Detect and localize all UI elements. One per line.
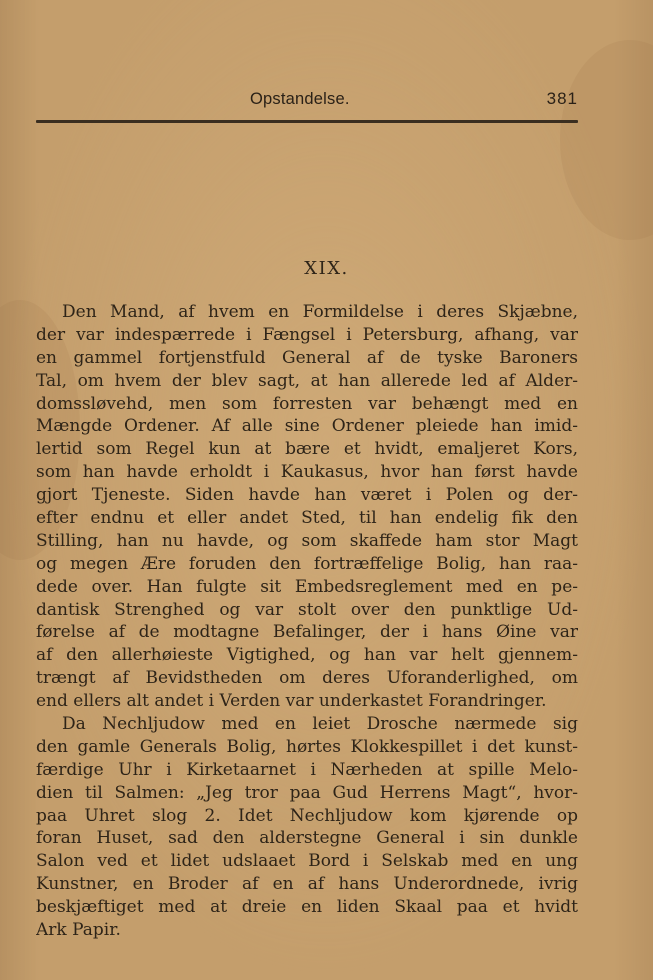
text-line: Kunstner, en Broder af en af hans Underordnede, ivrig [36,874,578,895]
running-header [36,90,578,114]
text-line: dantisk Strenghed og var stolt over den punktlige Ud- [36,599,578,620]
page-number: 381 [546,89,578,108]
running-title: Opstandelse. [250,90,350,108]
text-line: paa Uhret slog 2. Idet Nechljudow kom kjørende op [36,805,578,826]
body-text [36,301,578,942]
text-line: beskjæftiget med at dreie en liden Skaal paa et hvidt [36,897,578,918]
text-line: trængt af Bevidstheden om deres Uforanderlighed, om [36,668,578,689]
text-line: Mængde Ordener. Af alle sine Ordener pleiede han imid- [36,416,578,437]
paper-stain [560,40,653,240]
text-line: Salon ved et lidet udslaaet Bord i Selskab med en ung [36,851,578,872]
text-line: den gamle Generals Bolig, hørtes Klokkespillet i det kunst- [36,736,578,757]
text-line: Stilling, han nu havde, og som skaffede ham stor Magt [36,530,578,551]
text-line: gjort Tjeneste. Siden havde han været i Polen og der- [36,485,578,506]
text-line: færdige Uhr i Kirketaarnet i Nærheden at spille Melo- [36,759,578,780]
chapter-heading: XIX. [304,258,349,279]
text-line: Da Nechljudow med en leiet Drosche nærmede sig [62,714,578,735]
text-line: Tal, om hvem der blev sagt, at han allerede led af Alder- [36,370,578,391]
text-line: efter endnu et eller andet Sted, til han endelig fik den [36,508,578,529]
text-line: dede over. Han fulgte sit Embedsreglement med en pe- [36,576,578,597]
text-line: foran Huset, sad den alderstegne General i sin dunkle [36,828,578,849]
text-line: Ark Papir. [36,920,121,941]
header-rule [36,120,578,123]
text-line: domssløvehd, men som forresten var behængt med en [36,393,578,414]
text-line: end ellers alt andet i Verden var underkastet Forandringer. [36,691,547,712]
text-line: førelse af de modtagne Befalinger, der i hans Øine var [36,622,578,643]
text-line: Den Mand, af hvem en Formildelse i deres Skjæbne, [62,302,578,322]
text-line: af den allerhøieste Vigtighed, og han var helt gjennem- [36,645,578,666]
text-line: en gammel fortjenstfuld General af de tyske Baroners [36,347,578,368]
text-line: dien til Salmen: „Jeg tror paa Gud Herrens Magt“, hvor- [36,782,578,803]
text-line: og megen Ære foruden den fortræffelige Bolig, han raa- [36,553,578,574]
text-line: lertid som Regel kun at bære et hvidt, emaljeret Kors, [36,439,578,460]
text-line: der var indespærrede i Fængsel i Petersburg, afhang, var [36,324,578,345]
text-line: som han havde erholdt i Kaukasus, hvor han først havde [36,462,578,483]
